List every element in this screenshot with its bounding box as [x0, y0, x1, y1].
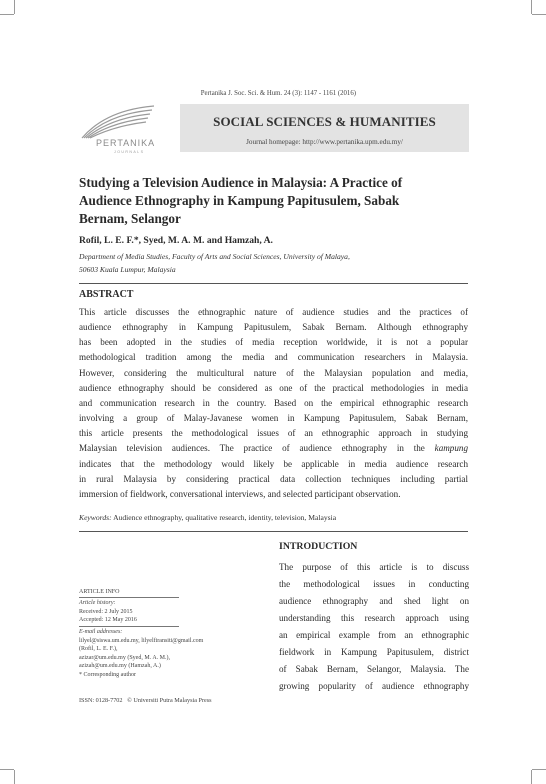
crop-mark	[532, 769, 546, 770]
article-history	[79, 599, 137, 625]
abstract-line: audience ethnography in Kampung Papitusulem, Sabak Bernam. Although ethnography	[79, 322, 468, 333]
copyright: © Universiti Putra Malaysia Press	[127, 697, 212, 704]
intro-line: understanding this research approach using	[279, 613, 469, 623]
intro-line: The purpose of this article is to discuss	[279, 562, 469, 572]
keywords-text: Audience ethnography, qualitative research, identity, television, Malaysia	[113, 513, 337, 522]
intro-line: audience ethnography and shed light on	[279, 596, 469, 606]
abstract-line: methodological tradition among the media and communication researchers in Malaysia.	[79, 352, 468, 363]
email-line: lilyel@siswa.um.edu.my, lilyelfiransiti@gmail.com	[79, 637, 204, 644]
divider	[79, 626, 179, 627]
accepted-date: Accepted: 12 May 2016	[79, 617, 137, 624]
title-line: Bernam, Selangor	[79, 211, 181, 226]
abstract-line: involving a group of Malay-Javanese women in Kampung Papitusulem, Sabak Bernam,	[79, 413, 468, 424]
email-label: E-mail addresses:	[79, 629, 123, 635]
email-line: azizar@um.edu.my (Syed, M. A. M.),	[79, 654, 171, 661]
footer	[79, 697, 212, 704]
affiliation	[79, 251, 350, 276]
email-line: (Rofil, L. E. F.),	[79, 646, 118, 653]
journal-title: SOCIAL SCIENCES & HUMANITIES	[213, 114, 436, 129]
article-title	[79, 174, 479, 228]
crop-mark	[0, 14, 14, 15]
intro-line: an empirical example from an ethnographic	[279, 630, 469, 640]
intro-line: growing popularity of audience ethnography	[279, 681, 469, 691]
abstract-line: Malaysian television audiences. The practice of audience ethnography in the kampung	[79, 443, 468, 454]
crop-mark	[531, 0, 532, 14]
affiliation-line: Department of Media Studies, Faculty of Arts and Social Sciences, University of Malaya,	[79, 252, 350, 261]
email-line: azizah@um.edu.my (Hamzah, A.)	[79, 663, 161, 670]
intro-line: the methodological issues in conducting	[279, 579, 469, 589]
keywords-label: Keywords:	[79, 513, 112, 522]
intro-line: of Sabak Bernam, Selangor, Malaysia. The	[279, 664, 469, 674]
abstract-heading: ABSTRACT	[79, 289, 134, 300]
corresponding-author-note: * Corresponding author	[79, 671, 136, 678]
abstract-line: this article presents the methodological issues of an ethnographic approach in studying	[79, 428, 468, 439]
abstract-line: indicates that the methodology would likely be applicable in media audience research	[79, 458, 468, 469]
crop-mark	[0, 769, 14, 770]
abstract-line: This article discusses the ethnographic nature of audience studies and the practices of	[79, 307, 468, 317]
title-line: Audience Ethnography in Kampung Papitusulem, Sabak	[79, 193, 400, 208]
abstract-line: and communication research in the country. Based on the empirical ethnographic research	[79, 397, 468, 408]
introduction-body	[279, 559, 469, 695]
divider	[79, 531, 468, 532]
crop-mark	[532, 14, 546, 15]
divider	[79, 283, 468, 284]
intro-line: fieldwork in Kampung Papitusulem, district	[279, 647, 469, 657]
authors: Rofil, L. E. F.*, Syed, M. A. M. and Hamzah, A.	[79, 235, 273, 246]
abstract-line: However, considering the multicultural nature of the Malaysian population and media,	[79, 367, 468, 378]
introduction-heading: INTRODUCTION	[279, 541, 358, 552]
crop-mark	[14, 770, 15, 784]
article-info-heading: ARTICLE INFO	[79, 589, 120, 595]
affiliation-line: 50603 Kuala Lumpur, Malaysia	[79, 264, 176, 274]
abstract-line: in rural Malaysia by considering practical data collection techniques including partial	[79, 473, 468, 484]
received-date: Received: 2 July 2015	[79, 608, 133, 615]
journal-reference: Pertanika J. Soc. Sci. & Hum. 24 (3): 1147 - 1161 (2016)	[200, 90, 356, 97]
divider	[79, 597, 179, 598]
pertanika-logo	[76, 100, 166, 158]
abstract-line: has been adopted in the studies of media reception worldwide, it is not a popular	[79, 337, 468, 348]
abstract-line: audience ethnography should be considered as one of the practical methodologies in media	[79, 382, 468, 393]
issn: ISSN: 0128-7702	[79, 697, 123, 704]
logo-subtext: JOURNALS	[114, 150, 145, 154]
keywords	[79, 513, 336, 522]
logo-text: PERTANIKA	[96, 138, 156, 148]
crop-mark	[14, 0, 15, 14]
title-line: Studying a Television Audience in Malaysia: A Practice of	[79, 175, 403, 190]
journal-banner	[180, 104, 469, 152]
abstract-body	[79, 305, 468, 502]
italic-term: kampung	[434, 443, 468, 454]
crop-mark	[531, 770, 532, 784]
journal-homepage: Journal homepage: http://www.pertanika.upm.edu.my/	[246, 138, 403, 146]
email-addresses	[79, 628, 203, 680]
abstract-line: immersion of fieldwork, conversational interviews, and selected participant observation.	[79, 488, 401, 499]
history-label: Article history:	[79, 600, 116, 606]
